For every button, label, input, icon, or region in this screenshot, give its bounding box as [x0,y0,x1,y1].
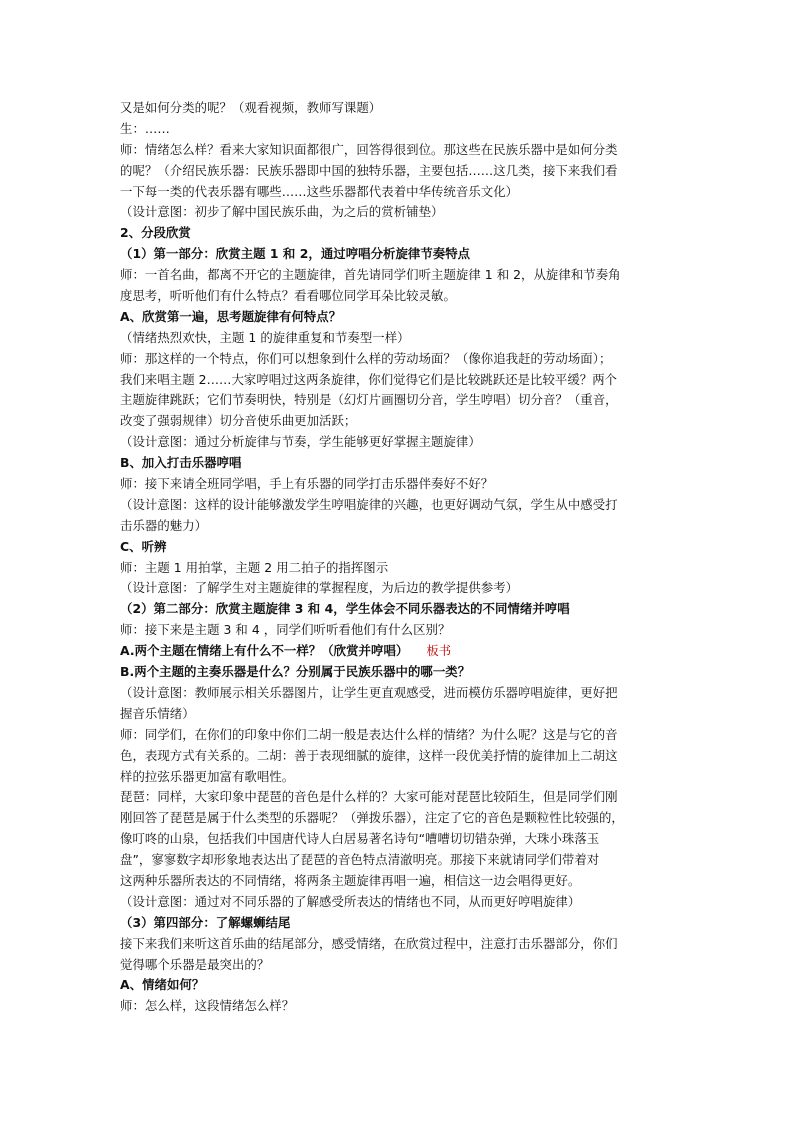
text-line [120,892,678,913]
text-line [120,850,678,871]
line-text: 接下来我们来听这首乐曲的结尾部分，感受情绪，在欣赏过程中，注意打击乐器部分，你们 [120,935,618,951]
text-line [120,495,678,516]
section-heading [120,223,678,244]
line-text: 这两种乐器所表达的不同情绪，将两条主题旋律再唱一遍，相信这一边会唱得更好。 [120,872,581,888]
line-text: 盘”，寥寥数字却形象地表达出了琵琶的音色特点清澈明亮。那接下来就请同学们带着对 [120,852,600,868]
line-text: 师：那这样的一个特点，你们可以想象到什么样的劳动场面？（像你追我赶的劳动场面）； [120,350,612,366]
text-line [120,746,678,767]
line-text: 师：主题 1 用拍掌，主题 2 用二拍子的指挥图示 [120,559,389,575]
line-text: 师：一首名曲，都离不开它的主题旋律，首先请同学们听主题旋律 1 和 2，从旋律和节奏角 [120,267,621,283]
line-text: （设计意图：这样的设计能够激发学生哼唱旋律的兴趣，也更好调动气氛，学生从中感受打 [120,496,618,512]
line-text: 师：同学们，在你们的印象中你们二胡一般是表达什么样的情绪？为什么呢？这是与它的音 [120,726,618,742]
text-line [120,349,678,370]
line-text: 像叮咚的山泉，包括我们中国唐代诗人白居易著名诗句“嘈嘈切切错杂弹，大珠小珠落玉 [120,831,600,847]
line-text: 度思考，听听他们有什么特点？看看哪位同学耳朵比较灵敏。 [120,288,456,304]
line-text: B.两个主题的主奏乐器是什么？分别属于民族乐器中的哪一类？ [120,664,471,680]
line-text: （情绪热烈欢快，主题 1 的旋律重复和节奏型一样） [120,329,410,345]
section-heading [120,599,678,620]
text-line [120,704,678,725]
text-line [120,996,678,1017]
line-text: 师：接下来是主题 3 和 4 ，同学们听听看他们有什么区别？ [120,622,451,638]
line-text: 一下每一类的代表乐器有哪些……这些乐器都代表着中华传统音乐文化） [120,183,519,199]
text-line [120,202,678,223]
text-line [120,98,678,119]
text-line [120,683,678,704]
line-text: C、听辨 [120,538,167,554]
text-line [120,390,678,411]
line-text: （设计意图：通过对不同乐器的了解感受所表达的情绪也不同，从而更好哼唱旋律） [120,893,581,909]
text-line [120,787,678,808]
text-line [120,370,678,391]
text-line [120,767,678,788]
line-text: （设计意图：了解学生对主题旋律的掌握程度，为后边的教学提供参考） [120,580,519,596]
line-text: （设计意图：通过分析旋律与节奏，学生能够更好掌握主题旋律） [120,434,481,450]
line-text: 琵琶：同样，大家印象中琵琶的音色是什么样的？大家可能对琵琶比较陌生，但是同学们刚 [120,789,618,805]
line-text: 主题旋律跳跃；它们节奏明快，特别是（幻灯片画圈切分音，学生哼唱）切分音？（重音， [120,392,618,408]
board-note: 板书 [426,643,452,659]
section-heading [120,307,678,328]
line-text: 生：…… [120,120,170,136]
line-text: （设计意图：初步了解中国民族乐曲，为之后的赏析铺垫） [120,204,444,220]
text-line [120,286,678,307]
text-line [120,182,678,203]
text-line [120,328,678,349]
text-line [120,955,678,976]
text-line [120,620,678,641]
line-text: 觉得哪个乐器是最突出的？ [120,956,270,972]
text-line [120,934,678,955]
section-heading [120,913,678,934]
line-text: 师：情绪怎么样？看来大家知识面都很广，回答得很到位。那这些在民族乐器中是如何分类 [120,141,618,157]
section-heading [120,641,678,662]
line-text: 握音乐情绪） [120,705,195,721]
line-text: 又是如何分类的呢？（观看视频，教师写课题） [120,100,382,115]
line-text: （1）第一部分：欣赏主题 1 和 2，通过哼唱分析旋律节奏特点 [120,246,471,262]
text-line [120,516,678,537]
line-text: 刚回答了琵琶是属于什么类型的乐器呢？（弹拨乐器），注定了它的音色是颗粒性比较强的， [120,810,624,826]
text-line [120,161,678,182]
line-text: B、加入打击乐器哼唱 [120,455,242,471]
text-line [120,474,678,495]
text-line [120,871,678,892]
text-line [120,119,678,140]
section-heading [120,537,678,558]
section-heading [120,975,678,996]
text-line [120,558,678,579]
line-text: A、情绪如何？ [120,977,205,993]
text-line [120,808,678,829]
section-heading [120,453,678,474]
line-text: 击乐器的魅力） [120,517,208,533]
section-heading [120,662,678,683]
text-line [120,578,678,599]
line-text: （设计意图：教师展示相关乐器图片，让学生更直观感受，进而模仿乐器哼唱旋律，更好把 [120,684,618,700]
line-text: 师：接下来请全班同学唱，手上有乐器的同学打击乐器伴奏好不好？ [120,476,494,492]
line-text: （3）第四部分：了解螺蛳结尾 [120,914,291,930]
line-text: 2、分段欣赏 [120,225,191,241]
line-text: （2）第二部分：欣赏主题旋律 3 和 4，学生体会不同乐器表达的不同情绪并哼唱 [120,601,570,617]
line-text: A.两个主题在情绪上有什么不一样？（欣赏并哼唱） [120,643,409,659]
text-line [120,432,678,453]
line-text: 改变了强弱规律）切分音使乐曲更加活跃； [120,413,357,429]
text-line [120,829,678,850]
text-line [120,725,678,746]
line-text: 我们来唱主题 2……大家哼唱过这两条旋律，你们觉得它们是比较跳跃还是比较平缓？两个 [120,371,618,387]
line-text: A、欣赏第一遍，思考题旋律有何特点？ [120,308,342,324]
text-line [120,411,678,432]
line-text: 师：怎么样，这段情绪怎么样？ [120,998,295,1014]
section-heading [120,244,678,265]
text-line [120,140,678,161]
line-text: 的呢？（介绍民族乐器：民族乐器即中国的独特乐器，主要包括……这几类，接下来我们看 [120,162,618,178]
line-text: 样的拉弦乐器更加富有歌唱性。 [120,768,295,784]
line-text: 色，表现方式有关系的。二胡：善于表现细腻的旋律，这样一段优美抒情的旋律加上二胡这 [120,747,618,763]
text-line [120,265,678,286]
document-body [120,98,678,1017]
